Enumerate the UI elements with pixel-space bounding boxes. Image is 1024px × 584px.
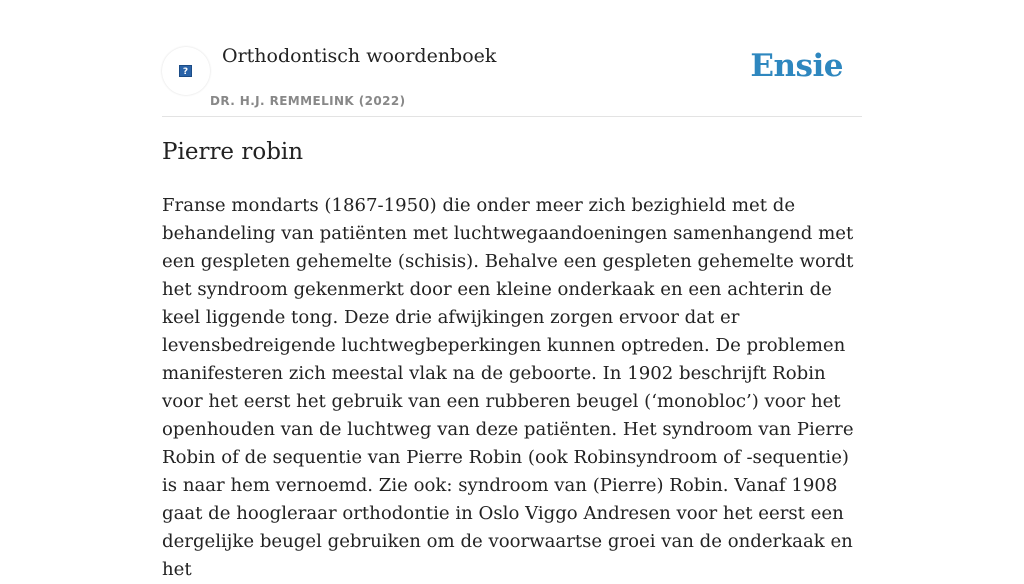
entry-title: Pierre robin xyxy=(162,139,304,165)
ensie-logo[interactable]: Ensie xyxy=(750,48,843,84)
book-thumbnail[interactable] xyxy=(162,47,210,95)
page-header xyxy=(162,0,862,117)
question-mark-icon: ? xyxy=(179,65,192,77)
book-title[interactable]: Orthodontisch woordenboek xyxy=(222,45,497,67)
book-author: DR. H.J. REMMELINK (2022) xyxy=(210,94,406,108)
entry-body: Franse mondarts (1867-1950) die onder meer zich bezighield met de behandeling van patiënten met luchtwegaandoeningen samenhangend met een gespleten gehemelte (schisis). Behalve een gespleten gehemelte wordt het syndroom gekenmerkt door een kleine onderkaak en een achterin de keel liggende tong. Deze drie afwijkingen zorgen ervoor dat er levensbedreigende luchtwegbeperkingen kunnen optreden. De problemen manifesteren zich meestal vlak na de geboorte. In 1902 beschrijft Robin voor het eerst het gebruik van een rubberen beugel (‘monobloc’) voor het openhouden van de luchtweg van deze patiënten. Het syndroom van Pierre Robin of de sequentie van Pierre Robin (ook Robinsyndroom of -sequentie) is naar hem vernoemd. Zie ook: syndroom van (Pierre) Robin. Vanaf 1908 gaat de hoogleraar orthodontie in Oslo Viggo Andresen voor het eerst een dergelijke beugel gebruiken om de voorwaartse groei van de onderkaak en het xyxy=(162,195,854,580)
page xyxy=(162,0,862,580)
